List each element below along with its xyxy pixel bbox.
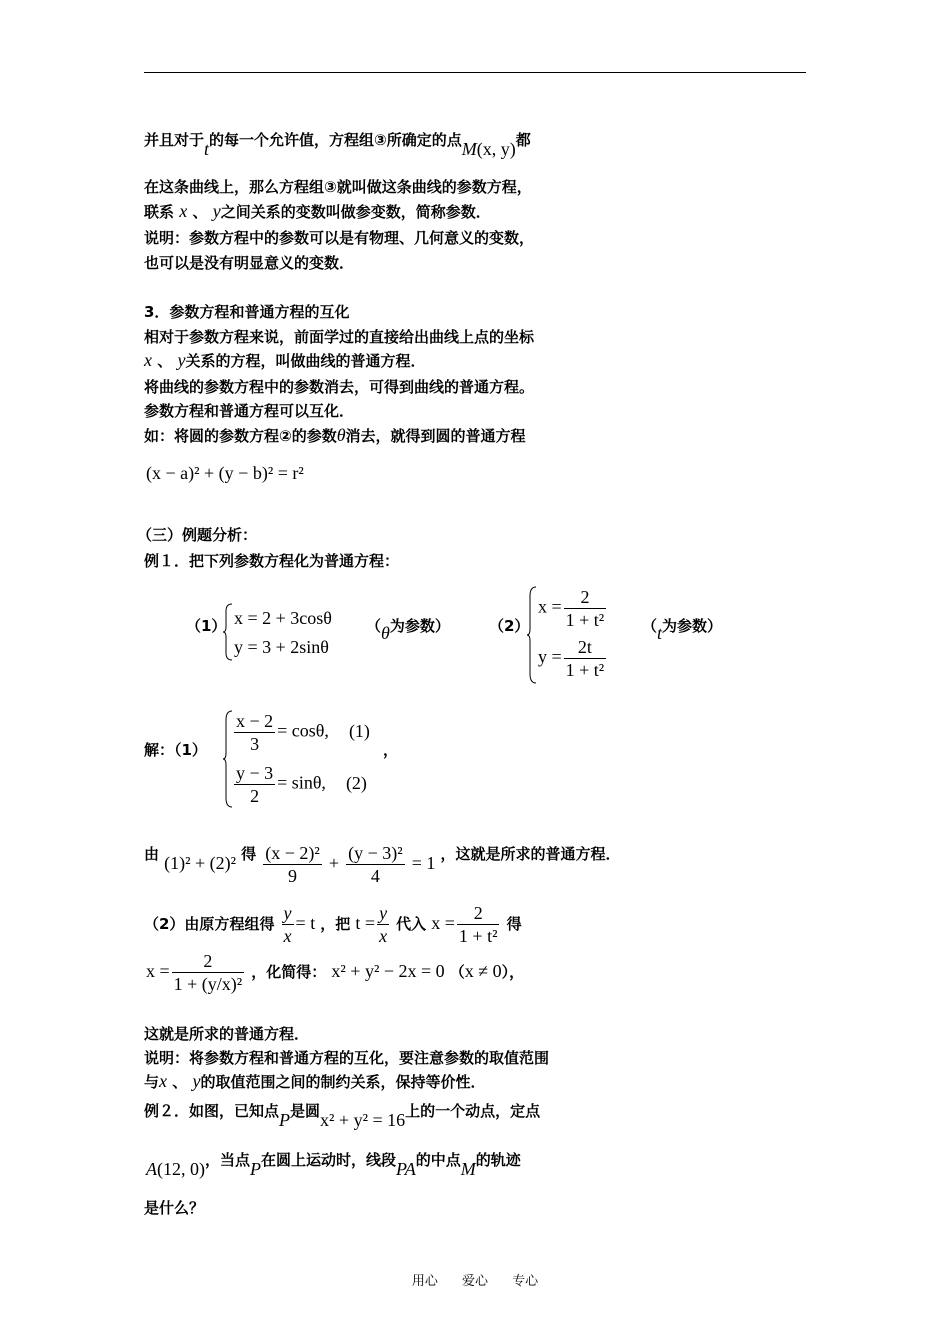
solution-part2-line: （2）由原方程组得 $\frac{y}{x}$ = t ，把 t = $\frac{y}{x}$ 代入 x = $\frac{2}{\text{1 + t²}}$ 得 — [144, 903, 522, 946]
footer-text-1: 用心 — [411, 1274, 438, 1289]
para-line-1: 并且对于t的每一个允许值，方程组③所确定的点M(x, y)都 — [144, 131, 531, 159]
para-line-7: x 、 y关系的方程，叫做曲线的普通方程． — [144, 350, 426, 370]
solution-label: 解：（1） — [144, 741, 207, 759]
footer-text-2: 爱心 — [461, 1274, 488, 1289]
ex1-part2-param: （t为参数） — [642, 617, 723, 643]
ex1-part1-row2: y = 3 + 2sinθ — [234, 637, 329, 657]
ex1-part2-row1: x = $\frac{2}{\text{1 + t²}}$ — [538, 587, 605, 630]
ex1-part1-label: （1） — [186, 617, 227, 635]
section-3-heading: 3．参数方程和普通方程的互化 — [144, 303, 350, 321]
example-2-line-2: A(12, 0)，当点P在圆上运动时，线段PA的中点M的轨迹 — [146, 1151, 521, 1179]
para-line-2: 在这条曲线上，那么方程组③就叫做这条曲线的参数方程， — [144, 178, 532, 196]
example-2-line-1: 例２．如图，已知点P是圆x² + y² = 16上的一个动点，定点 — [144, 1102, 541, 1130]
solution-row2: $\frac{y - 3}{2}$ = sinθ, (2) — [236, 763, 367, 806]
header-rule — [144, 72, 806, 73]
para-line-6: 相对于参数方程来说，前面学过的直接给出曲线上点的坐标 — [144, 328, 535, 346]
para-line-15: 说明：将参数方程和普通方程的互化，要注意参数的取值范围 — [144, 1049, 550, 1067]
ex1-part2-brace — [526, 586, 538, 684]
ex1-part1-row1: x = 2 + 3cosθ — [234, 608, 332, 628]
para-line-14: 这就是所求的普通方程． — [144, 1025, 310, 1043]
example-1-heading: 例１．把下列参数方程化为普通方程： — [144, 552, 400, 570]
derivation-line: 由 (1)² + (2)² 得 $\frac{\text{(x − 2)²}}{9}$ + $\frac{\text{(y − 3)²}}{4}$ = 1 ，这就是所求的普通方程． — [144, 843, 621, 886]
ex1-part1-param: （θ为参数） — [366, 617, 450, 643]
ex1-part1-brace — [222, 603, 234, 661]
para-line-5: 也可以是没有明显意义的变数． — [144, 254, 355, 272]
page-footer — [0, 1270, 950, 1289]
solution-row1: $\frac{x - 2}{3}$ = cosθ, (1) — [236, 711, 370, 754]
ex1-part2-label: （2） — [489, 617, 530, 635]
para-line-10: 如：将圆的参数方程②的参数θ消去，就得到圆的普通方程 — [144, 425, 526, 445]
footer-text-3: 专心 — [512, 1274, 539, 1289]
para-line-9: 参数方程和普通方程可以互化． — [144, 402, 355, 420]
section-title: （三）例题分析： — [137, 526, 258, 544]
para-line-4: 说明：参数方程中的参数可以是有物理、几何意义的变数， — [144, 229, 535, 247]
circle-equation: (x − a)² + (y − b)² = r² — [146, 463, 304, 483]
solution-comma: ， — [383, 741, 399, 759]
ex1-part2-row2: y = $\frac{2t}{\text{1 + t²}}$ — [538, 637, 605, 680]
para-line-3: 联系 x 、 y之间关系的变数叫做参变数，简称参数． — [144, 201, 491, 221]
simplified-line: x = $\frac{2}{\text{1 + (y/x)²}}$ ，化简得： x² + y² − 2x = 0 （x ≠ 0）， — [146, 951, 525, 994]
example-2-line-3: 是什么？ — [144, 1199, 205, 1217]
para-line-16: 与x 、 y的取值范围之间的制约关系，保持等价性． — [144, 1071, 486, 1091]
para-line-8: 将曲线的参数方程中的参数消去，可得到曲线的普通方程。 — [144, 378, 535, 396]
